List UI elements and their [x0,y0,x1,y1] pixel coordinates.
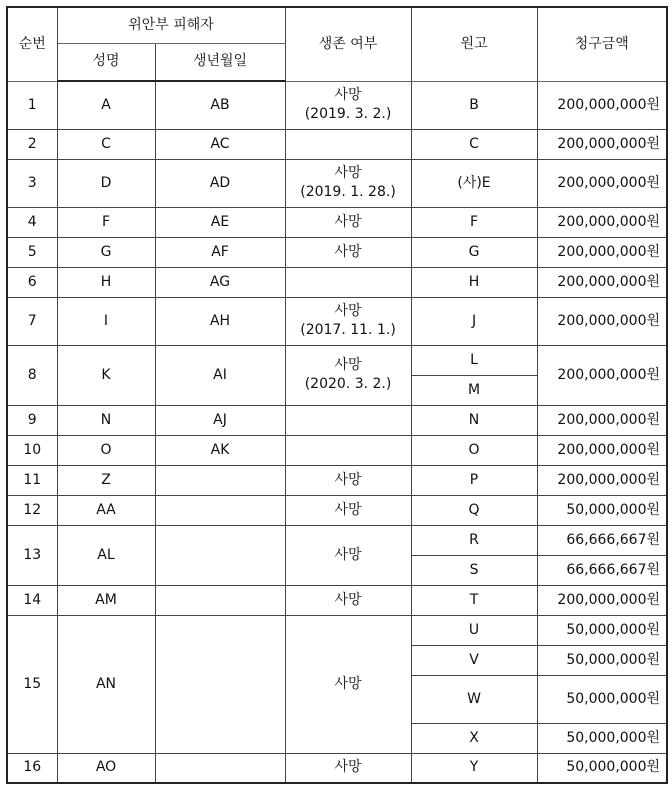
status-text: 사망 [334,357,362,373]
table-row [7,129,667,159]
cell-name: D [57,159,155,207]
cell-birth: AI [155,345,285,405]
cell-plaintiff: R [411,525,537,555]
cell-amount: 200,000,000원 [537,405,667,435]
claims-table [6,6,668,784]
cell-plaintiff: M [411,375,537,405]
cell-amount: 200,000,000원 [537,267,667,297]
cell-birth: AG [155,267,285,297]
cell-status [285,405,411,435]
cell-status [285,267,411,297]
cell-birth: AJ [155,405,285,435]
cell-amount: 200,000,000원 [537,237,667,267]
cell-plaintiff: L [411,345,537,375]
cell-plaintiff: H [411,267,537,297]
cell-amount: 50,000,000원 [537,645,667,675]
table-row [7,465,667,495]
cell-name: G [57,237,155,267]
status-date: (2019. 3. 2.) [304,106,392,122]
cell-plaintiff: G [411,237,537,267]
cell-seq: 8 [7,345,57,405]
cell-seq: 1 [7,81,57,129]
cell-seq: 14 [7,585,57,615]
cell-status [285,615,411,753]
status-text: 사망 [334,87,362,103]
cell-name: C [57,129,155,159]
cell-status [285,585,411,615]
cell-birth [155,525,285,585]
status-text: 사망 [334,165,362,181]
status-date: (2020. 3. 2.) [304,376,392,392]
cell-amount: 200,000,000원 [537,585,667,615]
cell-birth: AH [155,297,285,345]
cell-plaintiff: J [411,297,537,345]
header-victim-group: 위안부 피해자 [57,7,285,43]
status-text: 사망 [334,471,362,488]
cell-status [285,159,411,207]
cell-birth [155,465,285,495]
cell-plaintiff: X [411,723,537,753]
cell-name: Z [57,465,155,495]
cell-seq: 15 [7,615,57,753]
cell-birth [155,753,285,783]
cell-plaintiff: Y [411,753,537,783]
cell-status [285,129,411,159]
header-seq: 순번 [7,7,57,81]
cell-seq: 16 [7,753,57,783]
cell-status [285,297,411,345]
table-row [7,525,667,555]
cell-status [285,435,411,465]
status-date: (2017. 11. 1.) [300,322,396,338]
cell-status [285,753,411,783]
cell-plaintiff: V [411,645,537,675]
status-text: 사망 [334,303,362,319]
cell-plaintiff: C [411,129,537,159]
status-date: (2019. 1. 28.) [300,184,396,200]
cell-birth [155,585,285,615]
cell-amount: 200,000,000원 [537,345,667,405]
header-status: 생존 여부 [285,7,411,81]
cell-status [285,207,411,237]
cell-plaintiff: S [411,555,537,585]
table-row [7,159,667,207]
cell-status [285,81,411,129]
cell-amount: 66,666,667원 [537,555,667,585]
cell-birth: AE [155,207,285,237]
cell-name: AN [57,615,155,753]
cell-status [285,465,411,495]
cell-name: AM [57,585,155,615]
cell-plaintiff: B [411,81,537,129]
cell-seq: 10 [7,435,57,465]
table-row [7,297,667,345]
cell-birth: AB [155,81,285,129]
cell-name: AL [57,525,155,585]
status-text: 사망 [334,501,362,518]
cell-seq: 3 [7,159,57,207]
status-text: 사망 [334,759,362,776]
cell-birth: AC [155,129,285,159]
cell-birth [155,495,285,525]
cell-plaintiff: (사)E [411,159,537,207]
cell-seq: 2 [7,129,57,159]
cell-plaintiff: N [411,405,537,435]
table-row [7,585,667,615]
table-row [7,345,667,375]
cell-birth [155,615,285,753]
cell-amount: 66,666,667원 [537,525,667,555]
cell-plaintiff: W [411,675,537,723]
status-text: 사망 [334,675,362,692]
cell-name: A [57,81,155,129]
table-row [7,405,667,435]
cell-seq: 5 [7,237,57,267]
table-row [7,267,667,297]
cell-seq: 7 [7,297,57,345]
table-row [7,237,667,267]
cell-amount: 200,000,000원 [537,435,667,465]
cell-seq: 12 [7,495,57,525]
cell-seq: 9 [7,405,57,435]
cell-amount: 50,000,000원 [537,615,667,645]
header-birth: 생년월일 [155,43,285,81]
cell-name: I [57,297,155,345]
cell-plaintiff: P [411,465,537,495]
table-row [7,81,667,129]
table-row [7,495,667,525]
cell-seq: 13 [7,525,57,585]
cell-name: AA [57,495,155,525]
cell-amount: 200,000,000원 [537,465,667,495]
status-text: 사망 [334,243,362,260]
cell-amount: 200,000,000원 [537,297,667,345]
cell-amount: 200,000,000원 [537,129,667,159]
cell-status [285,495,411,525]
cell-name: K [57,345,155,405]
cell-amount: 50,000,000원 [537,675,667,723]
table-row [7,207,667,237]
cell-amount: 50,000,000원 [537,495,667,525]
status-text: 사망 [334,546,362,563]
header-name: 성명 [57,43,155,81]
cell-plaintiff: F [411,207,537,237]
cell-status [285,345,411,405]
cell-name: O [57,435,155,465]
cell-seq: 6 [7,267,57,297]
header-plaintiff: 원고 [411,7,537,81]
status-text: 사망 [334,591,362,608]
status-text: 사망 [334,213,362,230]
cell-amount: 200,000,000원 [537,81,667,129]
cell-amount: 50,000,000원 [537,723,667,753]
table-row [7,615,667,645]
cell-name: F [57,207,155,237]
cell-name: H [57,267,155,297]
cell-name: N [57,405,155,435]
table-row [7,435,667,465]
cell-name: AO [57,753,155,783]
cell-plaintiff: O [411,435,537,465]
table-body [7,81,667,783]
cell-birth: AF [155,237,285,267]
cell-amount: 200,000,000원 [537,207,667,237]
cell-plaintiff: Q [411,495,537,525]
table-row [7,753,667,783]
header-amount: 청구금액 [537,7,667,81]
cell-birth: AD [155,159,285,207]
cell-plaintiff: T [411,585,537,615]
cell-amount: 200,000,000원 [537,159,667,207]
cell-seq: 11 [7,465,57,495]
cell-seq: 4 [7,207,57,237]
cell-status [285,237,411,267]
cell-plaintiff: U [411,615,537,645]
cell-amount: 50,000,000원 [537,753,667,783]
cell-status [285,525,411,585]
cell-birth: AK [155,435,285,465]
